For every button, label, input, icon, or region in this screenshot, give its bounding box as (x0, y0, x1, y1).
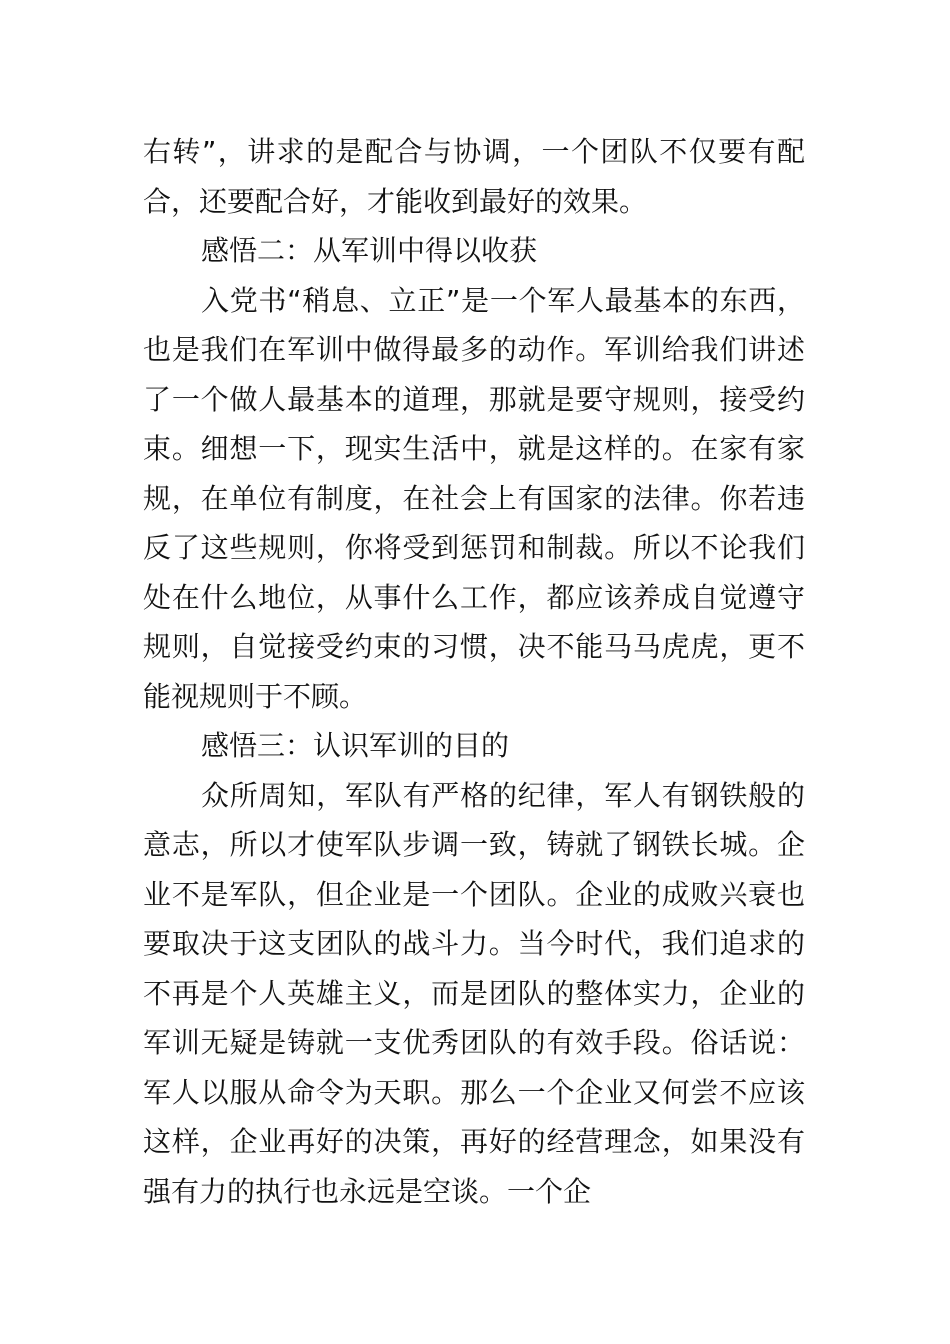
paragraph-continuation: 右转”，讲求的是配合与协调，一个团队不仅要有配合，还要配合好，才能收到最好的效果。 (143, 135, 805, 218)
paragraph-team: 众所周知，军队有严格的纪律，军人有钢铁般的意志，所以才使军队步调一致，铸就了钢铁长城。企业不是军队，但企业是一个团队。企业的成败兴衰也要取决于这支团队的战斗力。当今时代，我们追求的不再是个人英雄主义，而是团队的整体实力，企业的军训无疑是铸就一支优秀团队的有效手段。俗话说：军人以服从命令为天职。那么一个企业又何尝不应该这样，企业再好的决策，再好的经营理念，如果没有强有力的执行也永远是空谈。一个企 (143, 778, 805, 1208)
section-heading-insight-two: 感悟二：从军训中得以收获 (201, 234, 538, 267)
document-body (143, 127, 805, 1216)
section-heading-insight-three: 感悟三：认识军训的目的 (201, 729, 510, 762)
paragraph-rules: 入党书“稍息、立正”是一个军人最基本的东西，也是我们在军训中做得最多的动作。军训给我们讲述了一个做人最基本的道理，那就是要守规则，接受约束。细想一下，现实生活中，就是这样的。在家有家规，在单位有制度，在社会上有国家的法律。你若违反了这些规则，你将受到惩罚和制裁。所以不论我们处在什么地位，从事什么工作，都应该养成自觉遵守规则，自觉接受约束的习惯，决不能马马虎虎，更不能视规则于不顾。 (143, 283, 805, 713)
